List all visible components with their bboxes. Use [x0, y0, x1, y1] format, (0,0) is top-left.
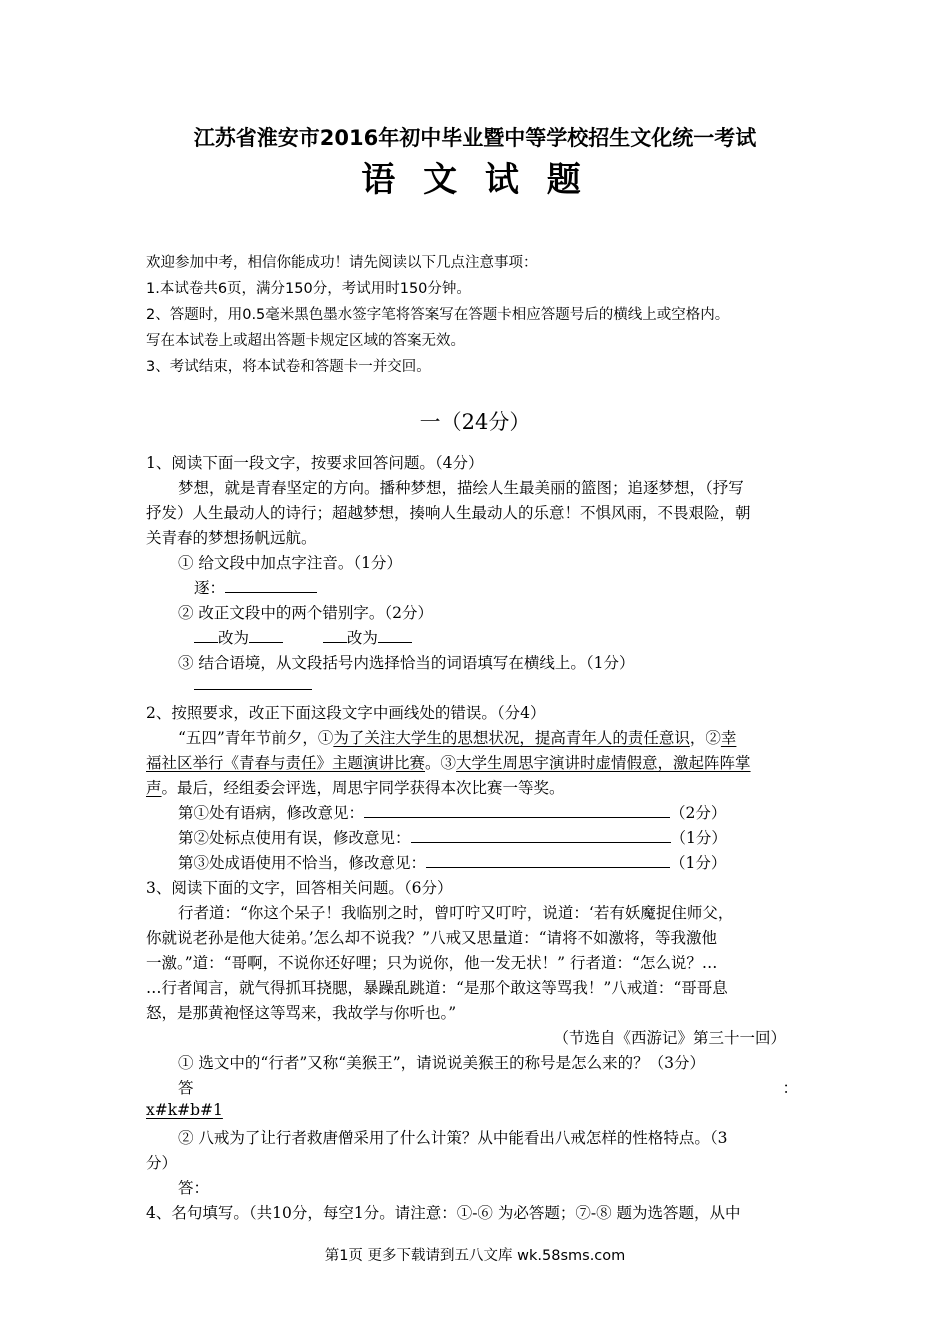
q2-passage-line: 声。最后，经组委会评选，周思宇同学获得本次比赛一等奖。: [146, 779, 565, 797]
q3-stem: 3、阅读下面的文字，回答相关问题。（6分）: [146, 879, 453, 897]
underlined-error-1: 为了关注大学生的思想状况，提高青年人的责任意识: [333, 729, 690, 747]
q3-sub1-answer: 答 ：: [178, 1079, 798, 1097]
underlined-error-2: 幸: [720, 729, 737, 747]
q1-passage-line: 梦想，就是青春坚定的方向。播种梦想，描绘人生最美丽的篮图；追逐梦想，（抒写: [178, 479, 744, 497]
underlined-error-3: 大学生周思宇演讲时虚情假意，激起阵阵掌: [456, 754, 751, 772]
q2-passage-line: “五四”青年节前夕，①为了关注大学生的思想状况，提高青年人的责任意识，②幸: [178, 729, 737, 747]
answer-blank[interactable]: [249, 628, 283, 643]
section-heading: 一（24分）: [419, 410, 531, 434]
q1-stem: 1、阅读下面一段文字，按要求回答问题。（4分）: [146, 454, 484, 472]
q3-sub2-cont: 分）: [146, 1154, 178, 1172]
q1-sub3: ③ 结合语境，从文段括号内选择恰当的词语填写在横线上。（1分）: [178, 654, 635, 672]
q3-source: （节选自《西游记》第三十一回）: [553, 1029, 786, 1047]
answer-blank[interactable]: [364, 803, 670, 818]
notice-intro: 欢迎参加中考，相信你能成功！请先阅读以下几点注意事项：: [146, 255, 538, 271]
page-footer: 第1页 更多下载请到五八文库 wk.58sms.com: [324, 1248, 626, 1264]
answer-blank[interactable]: [194, 689, 312, 690]
q3-sub1: ① 选文中的“行者”又称“美猴王”，请说说美猴王的称号是怎么来的？（3分）: [178, 1054, 705, 1072]
q2-passage-line: 福社区举行《青春与责任》主题演讲比赛。③大学生周思宇演讲时虚情假意，激起阵阵掌: [146, 754, 751, 772]
exam-title: 江苏省淮安市2016年初中毕业暨中等学校招生文化统一考试: [193, 126, 757, 150]
answer-blank[interactable]: [411, 828, 671, 843]
change-label: 改为: [346, 629, 378, 647]
q3-sub2-answer: 答：: [178, 1179, 210, 1197]
q3-sub2: ② 八戒为了让行者救唐僧采用了什么计策？从中能看出八戒怎样的性格特点。（3: [178, 1129, 728, 1147]
q3-passage-line: 行者道：“你这个呆子！我临别之时，曾叮咛又叮咛，说道：‘若有妖魔捉住师父，: [178, 904, 734, 922]
q1-sub1-label: 逐：: [194, 579, 226, 597]
q2-answer-3: 第③处成语使用不恰当，修改意见： （1分）: [178, 854, 727, 872]
q4-stem: 4、名句填写。（共10分，每空1分。请注意：①-⑥ 为必答题；⑦-⑧ 题为选答题，从中: [146, 1204, 741, 1222]
answer-blank[interactable]: [194, 628, 218, 643]
change-label: 改为: [218, 629, 250, 647]
q3-passage-line: 怒，是那黄袍怪这等骂来，我故学与你听也。”: [146, 1004, 457, 1022]
q1-passage-line: 关青春的梦想扬帆远航。: [146, 529, 317, 547]
answer-blank[interactable]: [426, 853, 670, 868]
notice-item-3: 3、考试结束，将本试卷和答题卡一并交回。: [146, 359, 431, 375]
answer-blank[interactable]: [323, 628, 347, 643]
q2-stem: 2、按照要求，改正下面这段文字中画线处的错误。（分4）: [146, 704, 546, 722]
q2-answer-1: 第①处有语病，修改意见： （2分）: [178, 804, 727, 822]
subject-title: 语 文 试 题: [361, 160, 589, 200]
underlined-error-2: 福社区举行《青春与责任》主题演讲比赛: [146, 754, 426, 772]
q2-answer-2: 第②处标点使用有误，修改意见： （1分）: [178, 829, 727, 847]
watermark-link[interactable]: x#k#b#1: [146, 1101, 223, 1119]
underlined-error-3: 声: [146, 779, 162, 797]
q1-sub2-answer: [194, 626, 412, 648]
answer-blank[interactable]: [225, 578, 317, 593]
q1-sub1: ① 给文段中加点字注音。（1分）: [178, 554, 403, 572]
q1-sub1-answer: [194, 576, 317, 598]
answer-blank[interactable]: [378, 628, 412, 643]
q1-passage-line: 抒发）人生最动人的诗行；超越梦想，揍响人生最动人的乐意！不惧风雨，不畏艰险，朝: [146, 504, 751, 522]
q3-passage-line: 一激。”道：“哥啊，不说你还好哩；只为说你，他一发无状！” 行者道：“怎么说？…: [146, 954, 718, 972]
notice-item-2-cont: 写在本试卷上或超出答题卡规定区域的答案无效。: [146, 333, 465, 349]
notice-item-2: 2、答题时，用0.5毫米黑色墨水签字笔将答案写在答题卡相应答题号后的横线上或空格内。: [146, 307, 730, 323]
q3-passage-line: …行者闻言，就气得抓耳挠腮，暴躁乱跳道：“是那个敢这等骂我！”八戒道：“哥哥息: [146, 979, 728, 997]
q3-passage-line: 你就说老孙是他大徒弟。’怎么却不说我？”八戒又思量道：“请将不如激将，等我激他: [146, 929, 718, 947]
notice-item-1: 1.本试卷共6页，满分150分，考试用时150分钟。: [146, 281, 471, 297]
q1-sub2: ② 改正文段中的两个错别字。（2分）: [178, 604, 434, 622]
